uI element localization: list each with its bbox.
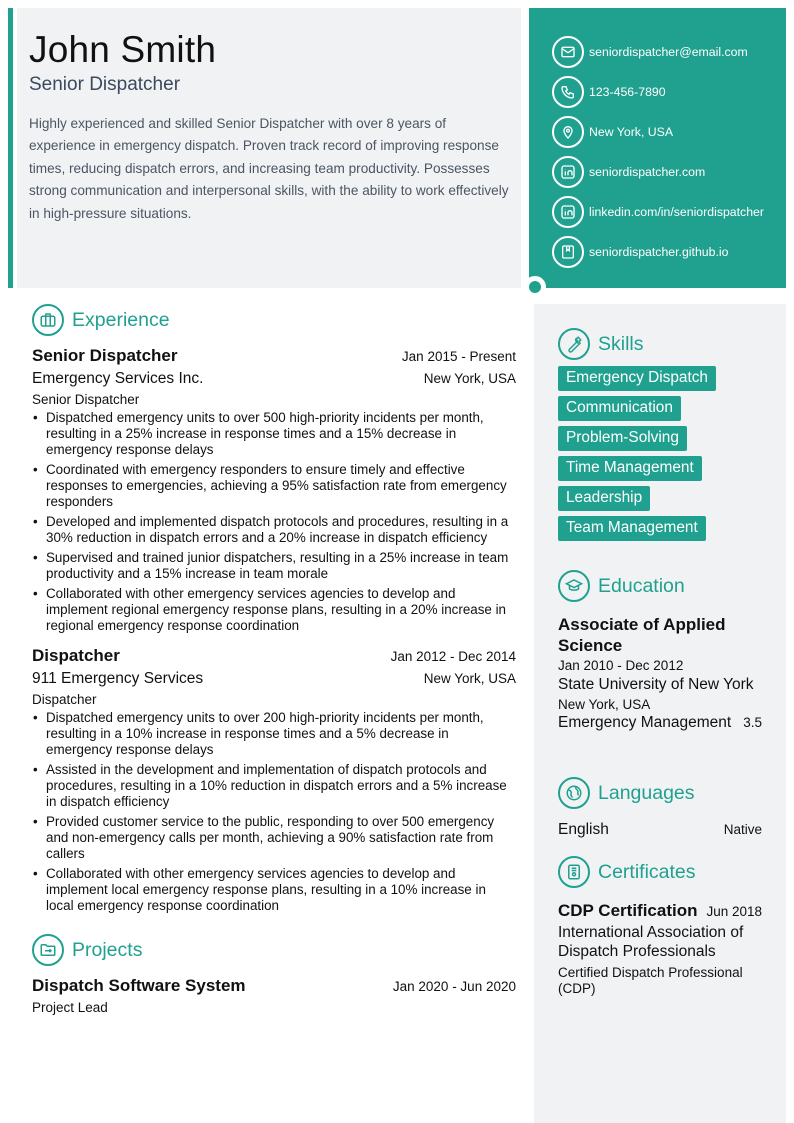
sidebar	[534, 304, 786, 1123]
job-company: Emergency Services Inc.	[32, 370, 204, 387]
experience-entry	[32, 346, 516, 634]
job-company: 911 Emergency Services	[32, 670, 204, 687]
languages-section	[558, 777, 768, 839]
certificate-name: CDP Certification	[558, 901, 698, 920]
certificate-icon	[558, 856, 590, 888]
job-role: Senior Dispatcher	[32, 392, 140, 407]
job-date: Jan 2012 - Dec 2014	[390, 649, 516, 664]
education-location: New York, USA	[558, 697, 651, 712]
projects-heading	[32, 934, 516, 966]
contact-phone-text: 123-456-7890	[589, 85, 666, 99]
skill-tag: Team Management	[558, 516, 706, 541]
education-title: Education	[598, 574, 685, 597]
certificate-row	[558, 900, 762, 921]
contact-linkedin-text: linkedin.com/in/seniordispatcher	[589, 205, 764, 219]
education-section	[558, 570, 768, 732]
language-name: English	[558, 821, 609, 838]
education-school: State University of New York	[558, 676, 754, 693]
skill-tag: Time Management	[558, 456, 702, 481]
skills-heading	[558, 328, 768, 360]
job-role: Dispatcher	[32, 692, 97, 707]
contact-website-text: seniordispatcher.com	[589, 165, 706, 179]
folder-icon	[32, 934, 64, 966]
header-panel	[17, 8, 521, 288]
contact-location-text: New York, USA	[589, 125, 674, 139]
skills-section	[558, 328, 768, 546]
education-gpa: 3.5	[743, 715, 762, 730]
job-bullet: • Dispatched emergency units to over 500 high-priority incidents per month, resulting in a 25% increase in response times and a 15% decrease in emergency response delays	[32, 410, 516, 458]
skill-tag: Leadership	[558, 486, 650, 511]
language-level: Native	[723, 822, 762, 837]
contact-email[interactable]	[552, 32, 786, 72]
job-location: New York, USA	[423, 371, 516, 386]
education-field: Emergency Management	[558, 714, 732, 731]
job-bullet: • Assisted in the development and implementation of dispatch protocols and procedures, resulting in a 10% reduction in dispatch errors and a 5% increase in dispatch efficiency	[32, 762, 516, 810]
job-bullets	[32, 710, 516, 914]
contact-linkedin[interactable]	[552, 192, 786, 232]
graduation-cap-icon	[558, 570, 590, 602]
contact-panel	[529, 8, 786, 288]
skill-tag: Problem-Solving	[558, 426, 687, 451]
projects-title: Projects	[72, 938, 143, 961]
candidate-role: Senior Dispatcher	[29, 73, 181, 95]
languages-title: Languages	[598, 781, 695, 804]
language-row	[558, 821, 762, 839]
contact-github-text: seniordispatcher.github.io	[589, 245, 729, 259]
experience-entry	[32, 646, 516, 914]
project-date: Jan 2020 - Jun 2020	[392, 979, 516, 994]
summary: Highly experienced and skilled Senior Dispatcher with over 8 years of experience in emergency dispatch. Proven track record of improving response times, reducing dispatch errors, and increasing team productivity. Possesses strong communication and interpersonal skills, with the ability to work effectively in high-pressure situations.	[29, 115, 509, 222]
header-accent-bar	[8, 8, 13, 288]
skill-tag: Emergency Dispatch	[558, 366, 716, 391]
certificates-section	[558, 856, 768, 997]
experience-heading	[32, 304, 516, 336]
languages-heading	[558, 777, 768, 809]
experience-title: Experience	[72, 308, 170, 331]
email-icon	[552, 36, 584, 68]
skills-list	[558, 366, 768, 546]
certificates-title: Certificates	[598, 860, 696, 883]
project-entry	[32, 976, 516, 1015]
certificate-date: Jun 2018	[706, 904, 762, 919]
main-column	[32, 304, 516, 1015]
contact-email-text: seniordispatcher@email.com	[589, 45, 748, 59]
project-title: Dispatch Software System	[32, 976, 246, 995]
phone-icon	[552, 76, 584, 108]
job-bullet: • Dispatched emergency units to over 200 high-priority incidents per month, resulting in a 10% increase in response times and a 5% decrease in emergency response delays	[32, 710, 516, 758]
contact-phone[interactable]	[552, 72, 786, 112]
map-pin-icon	[552, 116, 584, 148]
job-bullet: • Supervised and trained junior dispatchers, resulting in a 25% increase in team productivity and a 15% increase in team morale	[32, 550, 516, 582]
skill-tag: Communication	[558, 396, 681, 421]
globe-icon	[558, 777, 590, 809]
job-bullet: • Collaborated with other emergency services agencies to develop and implement local emergency response plans, resulting in a 10% increase in local emergency response coordination	[32, 866, 516, 914]
job-date: Jan 2015 - Present	[401, 349, 516, 364]
job-bullet: • Coordinated with emergency responders to ensure timely and effective responses to emergencies, achieving a 95% satisfaction rate from emergency responders	[32, 462, 516, 510]
linkedin-icon	[552, 196, 584, 228]
education-degree: Associate of Applied Science	[558, 615, 726, 655]
education-heading	[558, 570, 768, 602]
certificate-description: Certified Dispatch Professional (CDP)	[558, 965, 743, 996]
job-bullets	[32, 410, 516, 634]
certificates-heading	[558, 856, 768, 888]
job-bullet: • Developed and implemented dispatch protocols and procedures, resulting in a 30% reduction in dispatch errors and a 20% increase in dispatch efficiency	[32, 514, 516, 546]
wrench-icon	[558, 328, 590, 360]
candidate-name: John Smith	[29, 29, 217, 70]
certificate-issuer: International Association of Dispatch Professionals	[558, 924, 744, 960]
contact-github[interactable]	[552, 232, 786, 272]
job-bullet: • Provided customer service to the public, responding to over 500 emergency and non-emergency calls per month, achieving a 90% satisfaction rate from callers	[32, 814, 516, 862]
job-location: New York, USA	[423, 671, 516, 686]
job-bullet: • Collaborated with other emergency services agencies to develop and implement regional emergency response plans, resulting in a 20% increase in regional emergency response coordination	[32, 586, 516, 634]
job-title: Senior Dispatcher	[32, 346, 178, 365]
project-role: Project Lead	[32, 1000, 108, 1015]
skills-title: Skills	[598, 332, 644, 355]
bookmark-icon	[552, 236, 584, 268]
contact-location	[552, 112, 786, 152]
decorative-dot	[524, 276, 546, 298]
linkedin-icon	[552, 156, 584, 188]
briefcase-icon	[32, 304, 64, 336]
contact-website[interactable]	[552, 152, 786, 192]
job-title: Dispatcher	[32, 646, 120, 665]
education-date: Jan 2010 - Dec 2012	[558, 658, 684, 673]
